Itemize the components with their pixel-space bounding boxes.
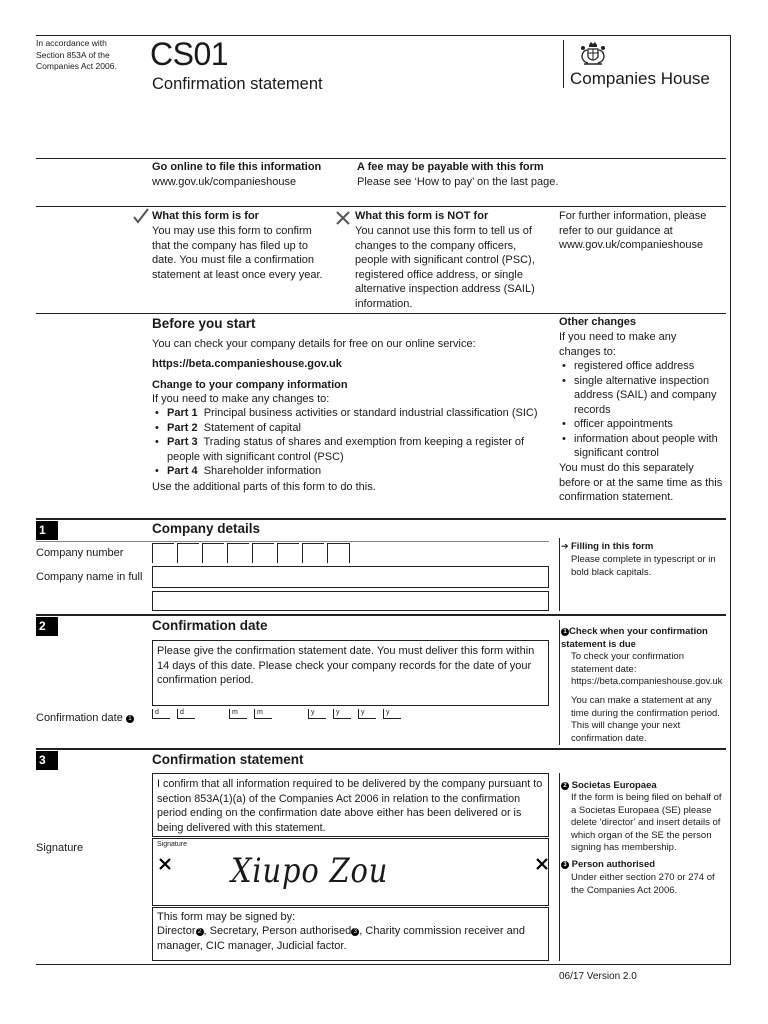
side-text: Under either section 270 or 274 of the Companies Act 2006.	[571, 872, 715, 896]
side-text: If the form is being filed on behalf of a Societas Europaea (SE) please delete ‘director’ and insert details of which organ of the SE the person signing has membership.	[571, 792, 722, 853]
date-digit[interactable]: m	[254, 709, 272, 719]
fee-text: Please see ‘How to pay’ on the last page.	[357, 176, 559, 188]
side-heading-text: Person authorised	[571, 859, 656, 870]
company-name-field[interactable]	[152, 566, 549, 588]
signature-value: Xiupo Zou	[231, 851, 389, 891]
note-1-icon: 1	[561, 628, 569, 636]
list-item: • registered office address	[574, 359, 734, 374]
for-heading: What this form is for	[152, 210, 259, 222]
signature-label: Signature	[36, 842, 84, 854]
other-intro: If you need to make any changes to:	[559, 331, 677, 358]
further-info: For further information, please refer to our guidance at www.gov.uk/companieshouse	[559, 210, 707, 251]
confirmation-date-field[interactable]	[152, 709, 412, 720]
signed-by-list-2: , Secretary, Person authorised	[203, 925, 352, 937]
for-text: You may use this form to confirm that the company has filed up to date. You must file a confirmation statement at least once every year.	[152, 225, 323, 281]
section-title: Confirmation statement	[152, 752, 304, 767]
signature-field[interactable]	[152, 838, 549, 906]
fee-heading: A fee may be payable with this form	[357, 161, 544, 173]
note-2-icon: 2	[196, 928, 204, 936]
company-number-label: Company number	[36, 547, 124, 559]
section-number: 2	[36, 617, 58, 636]
form-title: Confirmation statement	[152, 75, 323, 93]
change-heading: Change to your company information	[152, 379, 348, 391]
date-digit[interactable]: y	[358, 709, 376, 719]
list-item: • Part 1 Principal business activities or standard industrial classification (SIC)	[167, 406, 552, 421]
signed-by-list	[157, 924, 542, 953]
cross-icon	[159, 857, 171, 875]
not-for-heading: What this form is NOT for	[355, 210, 489, 222]
date-digit[interactable]: d	[152, 709, 170, 719]
legal-note: In accordance with Section 853A of the Companies Act 2006.	[36, 38, 117, 71]
online-url[interactable]: www.gov.uk/companieshouse	[152, 176, 297, 188]
side-heading: Filling in this form	[571, 541, 654, 552]
form-code: CS01	[150, 36, 229, 72]
before-heading: Before you start	[152, 316, 256, 331]
section-title: Confirmation date	[152, 618, 268, 633]
instructions-text: Please give the confirmation statement date. You must deliver this form within 14 days of this date. Please check your company records for the date of your confirmation period.	[157, 645, 535, 686]
list-item: • Part 2 Statement of capital	[167, 421, 552, 436]
royal-crest-icon	[578, 40, 608, 68]
not-for-text: You cannot use this form to tell us of changes to the company officers, people with significant control (PSC), registered office address, or single alternative inspection address (SAIL) information.	[355, 225, 535, 310]
date-digit[interactable]: y	[308, 709, 326, 719]
change-intro: If you need to make any changes to:	[152, 393, 330, 405]
confirmation-date-label-text: Confirmation date	[36, 712, 123, 724]
checkmark-icon	[132, 208, 150, 229]
date-digit[interactable]: m	[229, 709, 247, 719]
check-text: You can check your company details for free on our online service:	[152, 338, 476, 350]
arrow-right-icon: ➔	[561, 541, 569, 551]
list-item: • information about people with significant control	[574, 432, 734, 461]
date-digit[interactable]: y	[383, 709, 401, 719]
online-heading: Go online to file this information	[152, 161, 322, 173]
check-url[interactable]: https://beta.companieshouse.gov.uk	[152, 358, 342, 370]
note-3-icon: 3	[561, 861, 569, 869]
side-heading	[561, 626, 721, 651]
use-additional: Use the additional parts of this form to do this.	[152, 481, 376, 493]
side-text: Please complete in typescript or in bold black capitals.	[571, 554, 716, 578]
cross-icon	[336, 211, 350, 230]
side-heading-text: Societas Europaea	[571, 780, 657, 791]
side-text-2: You can make a statement at any time during the confirmation period. This will change your next confirmation date.	[571, 695, 720, 744]
other-list	[559, 359, 734, 461]
version-label: 06/17 Version 2.0	[559, 971, 637, 982]
other-outro: You must do this separately before or at the same time as this confirmation statement.	[559, 462, 723, 503]
statement-text: I confirm that all information required to be delivered by the company pursuant to section 853A(1)(a) of the Companies Act 2006 in relation to the confirmation period ending on the confirmation date above either has been delivered or is being delivered with this statement.	[157, 778, 543, 834]
confirmation-date-label	[36, 711, 134, 726]
list-item: • Part 3 Trading status of shares and exemption from keeping a register of people with significant control (PSC)	[167, 435, 552, 464]
parts-list	[152, 406, 552, 479]
cross-icon	[536, 857, 548, 875]
signed-by-box	[152, 907, 549, 961]
signed-by-list-1: Director	[157, 925, 196, 937]
company-number-field[interactable]	[152, 543, 350, 563]
side-heading-text: Check when your confirmation statement is due	[561, 626, 708, 650]
company-name-field-2[interactable]	[152, 591, 549, 611]
brand-name: Companies House	[570, 69, 710, 88]
statement-box	[152, 773, 549, 837]
side-heading	[561, 859, 655, 872]
section-number: 3	[36, 751, 58, 770]
note-3-icon: 3	[351, 928, 359, 936]
note-2-icon: 2	[561, 782, 569, 790]
list-item: • single alternative inspection address (SAIL) and company records	[574, 374, 734, 418]
side-text: To check your confirmation statement date: https://beta.companieshouse.gov.uk	[571, 651, 723, 687]
signature-box-label: Signature	[157, 841, 187, 848]
date-digit[interactable]: y	[333, 709, 351, 719]
other-heading: Other changes	[559, 316, 637, 328]
section-title: Company details	[152, 521, 261, 536]
list-item: • officer appointments	[574, 417, 734, 432]
instructions-box	[152, 640, 549, 706]
section-number: 1	[36, 521, 58, 540]
note-1-icon: 1	[126, 715, 134, 723]
company-name-label: Company name in full	[36, 571, 143, 583]
side-heading	[561, 780, 657, 793]
signed-by-intro: This form may be signed by:	[157, 911, 296, 923]
date-digit[interactable]: d	[177, 709, 195, 719]
list-item: • Part 4 Shareholder information	[167, 464, 552, 479]
signed-by-list-3: , Charity commission receiver and manager, CIC manager, Judicial factor.	[157, 925, 525, 952]
